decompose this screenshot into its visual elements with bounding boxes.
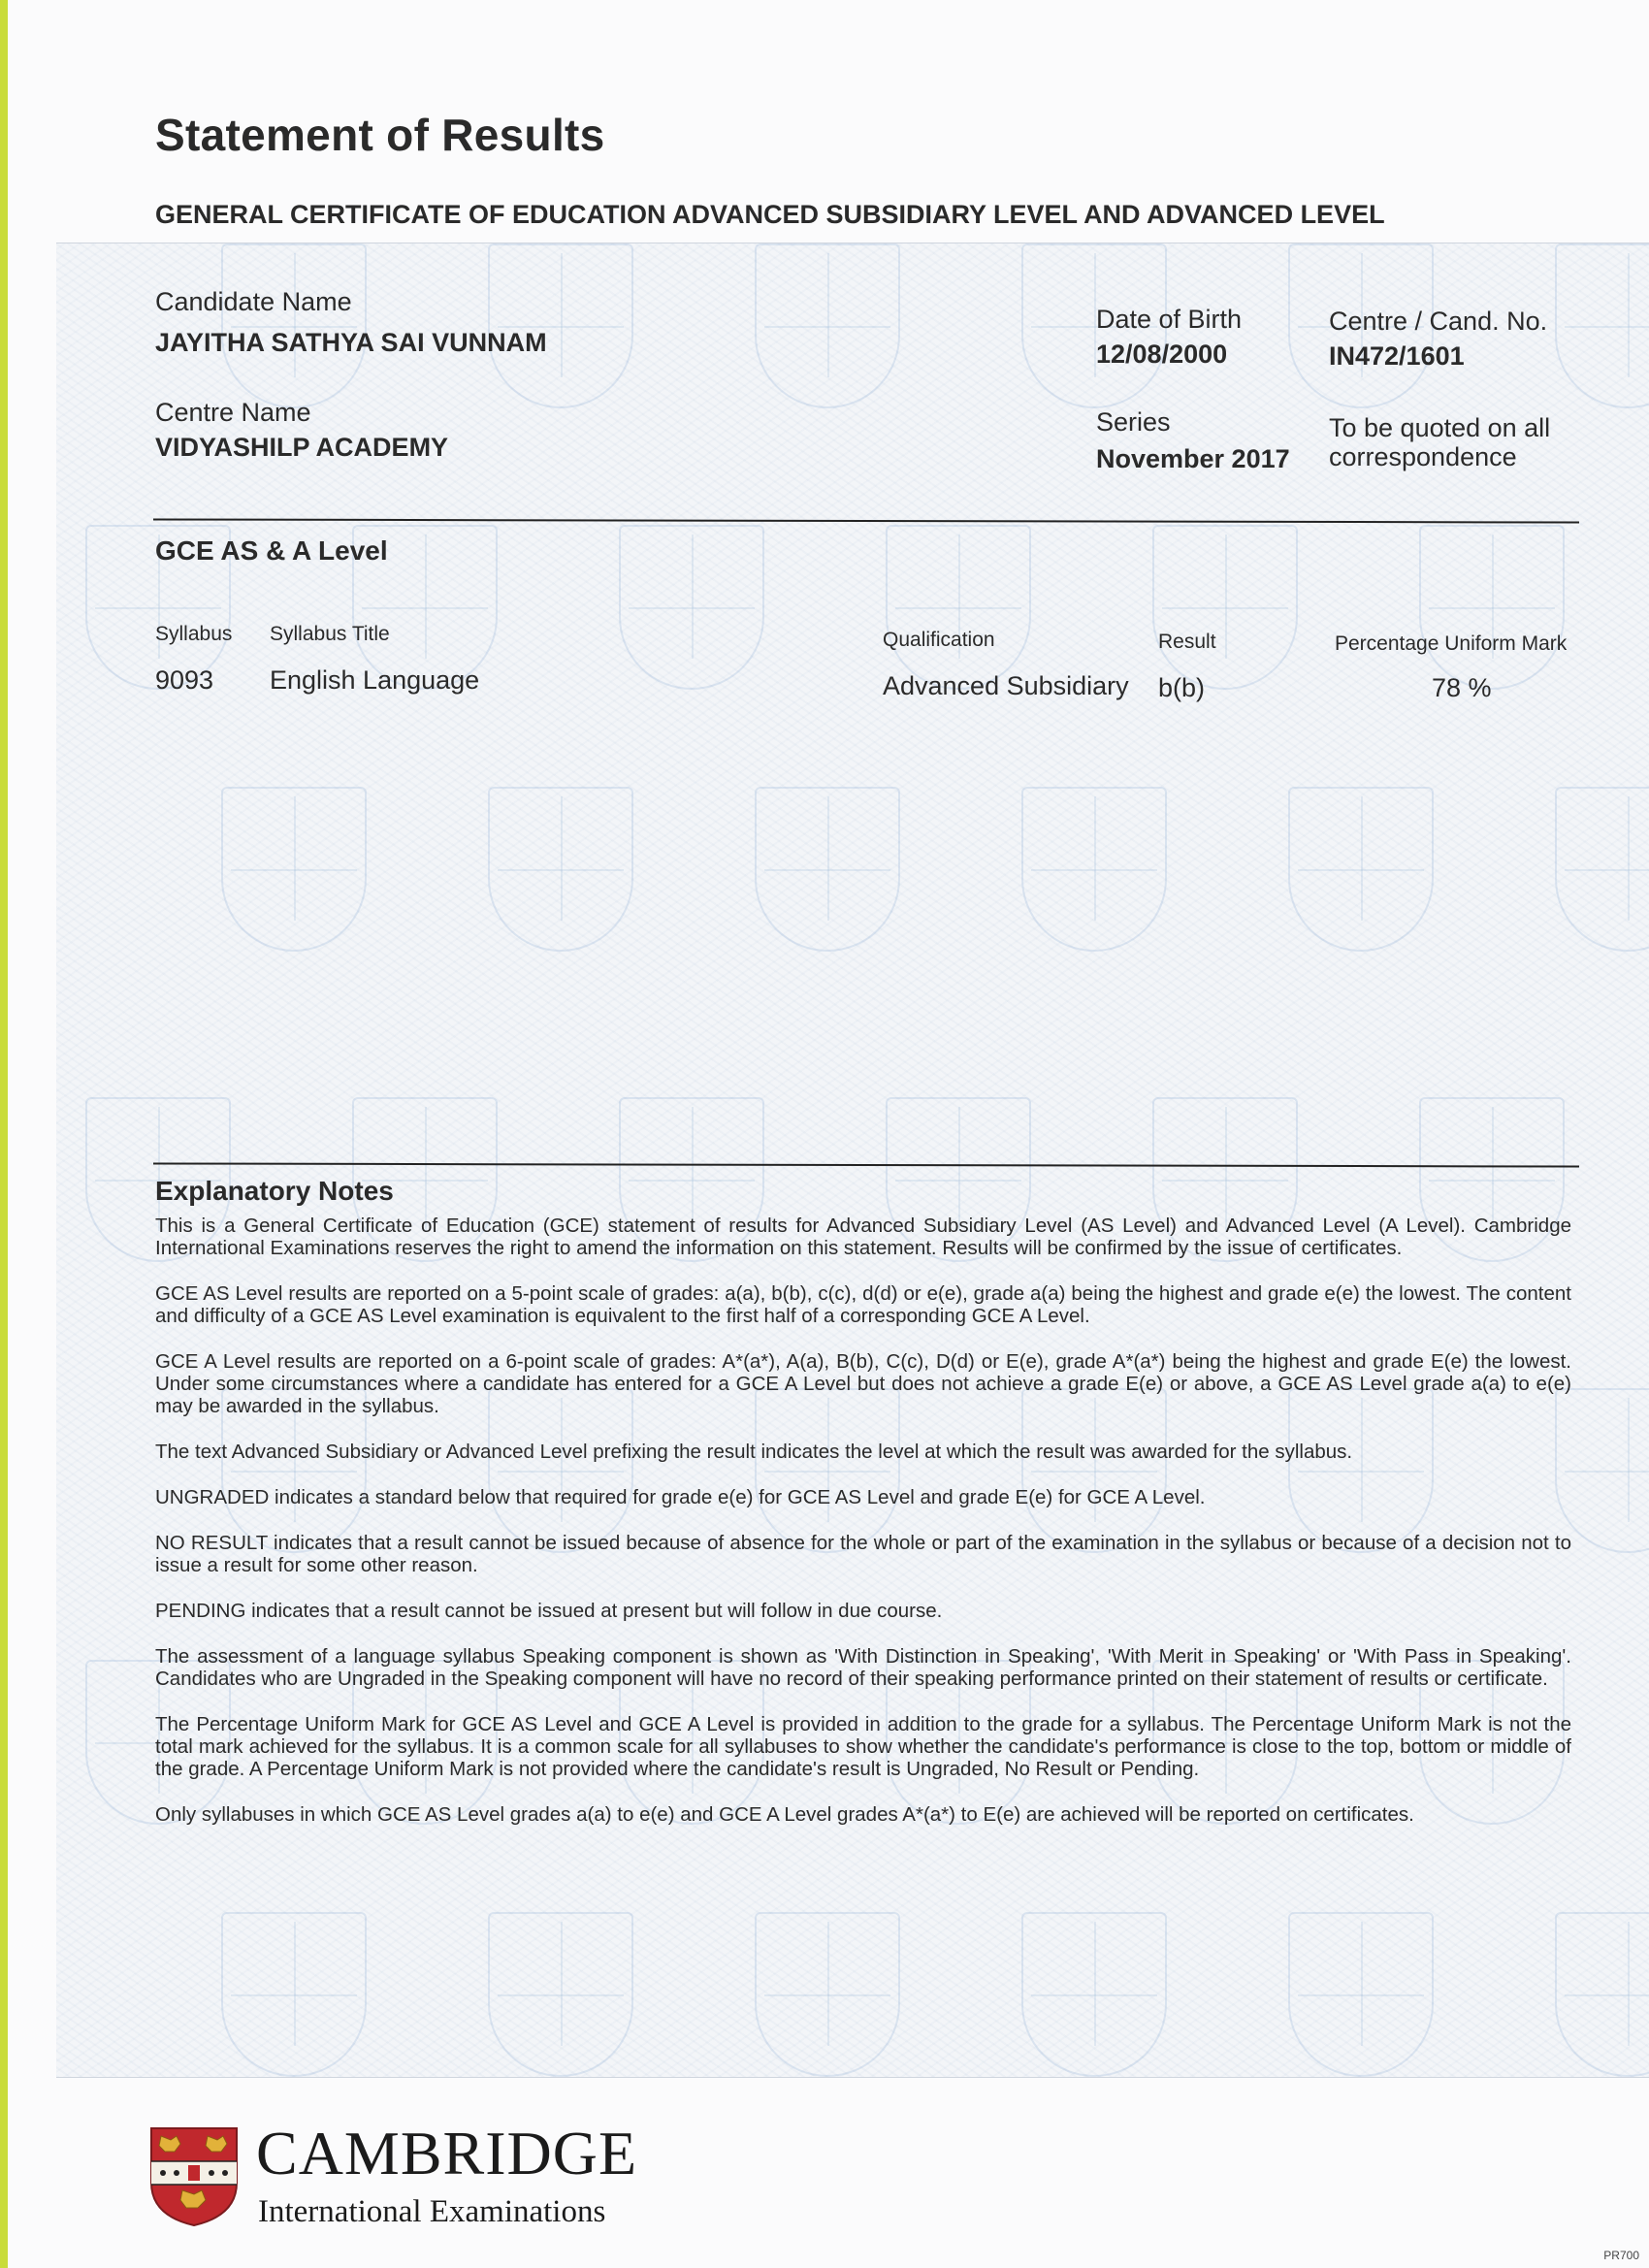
col-result: Result — [1158, 631, 1216, 653]
notes-title: Explanatory Notes — [155, 1176, 394, 1206]
watermark-crest — [755, 787, 900, 952]
centre-name: VIDYASHILP ACADEMY — [155, 433, 449, 462]
certificate-sheet — [8, 0, 1649, 2268]
col-syllabus: Syllabus — [155, 623, 233, 645]
note-paragraph: GCE AS Level results are reported on a 5-point scale of grades: a(a), b(b), c(c), d(d) or e(e), grade a(a) being the highest and grade e(e) the lowest. The content and difficulty of a GCE AS Level examination is equivalent to the first half of a corresponding GCE A Level. — [155, 1282, 1571, 1327]
watermark-crest — [1419, 525, 1565, 690]
form-code: PR700 — [1603, 2249, 1639, 2262]
note-paragraph: GCE A Level results are reported on a 6-point scale of grades: A*(a*), A(a), B(b), C(c), D(d) or E(e), grade A*(a*) being the highest and grade E(e) the lowest. Under some circumstances where a candidate has entered for a GCE A Level but does not achieve a grade E(e) or above, a GCE AS Level grade a(a) to e(e) may be awarded in the syllabus. — [155, 1350, 1571, 1417]
watermark-crest — [755, 243, 900, 408]
note-paragraph: This is a General Certificate of Education (GCE) statement of results for Advanced Subsidiary Level (AS Level) and Advanced Level (A Level). Cambridge International Examinations reserves the right to amend the information on this statement. Results will be confirmed by the issue of certificates. — [155, 1215, 1571, 1259]
row-qualification: Advanced Subsidiary — [883, 671, 1129, 700]
col-syllabus-title: Syllabus Title — [270, 623, 390, 645]
note-paragraph: NO RESULT indicates that a result cannot be issued because of absence for the whole or part of the examination in the syllabus or because of a decision not to issue a result for some other reason. — [155, 1532, 1571, 1576]
row-title: English Language — [270, 665, 480, 695]
row-syllabus: 9093 — [155, 665, 214, 695]
cand-no-label: Centre / Cand. No. — [1329, 307, 1548, 336]
watermark-crest — [755, 1912, 900, 2077]
series-label: Series — [1096, 407, 1171, 437]
note-paragraph: PENDING indicates that a result cannot be issued at present but will follow in due course. — [155, 1600, 943, 1622]
watermark-crest — [1021, 1912, 1167, 2077]
explanatory-notes — [155, 1215, 1571, 1849]
cambridge-logo-wordmark: CAMBRIDGE — [256, 2119, 638, 2187]
note-paragraph: The assessment of a language syllabus Speaking component is shown as 'With Distinction in Speaking', 'With Merit in Speaking' or 'With Pass in Speaking'. Candidates who are Ungraded in the Speaking component will have no record of their speaking performance printed on their statement of results or certificate. — [155, 1645, 1571, 1690]
note-paragraph: Only syllabuses in which GCE AS Level grades a(a) to e(e) and GCE A Level grades A*(a*) to E(e) are achieved will be reported on certificates. — [155, 1803, 1414, 1826]
watermark-crest — [221, 1912, 367, 2077]
watermark-crest — [221, 787, 367, 952]
watermark-crest — [1288, 787, 1434, 952]
cambridge-crest-icon — [149, 2126, 239, 2227]
candidate-name-label: Candidate Name — [155, 287, 352, 316]
watermark-crest — [221, 243, 367, 408]
watermark-crest — [1021, 787, 1167, 952]
candidate-name: JAYITHA SATHYA SAI VUNNAM — [155, 328, 547, 357]
watermark-crest — [619, 525, 764, 690]
cand-no-value: IN472/1601 — [1329, 341, 1465, 371]
note-paragraph: UNGRADED indicates a standard below that required for grade e(e) for GCE AS Level and grade E(e) for GCE A Level. — [155, 1486, 1206, 1508]
row-result: b(b) — [1158, 673, 1206, 702]
row-pum: 78 % — [1432, 673, 1492, 702]
note-paragraph: The text Advanced Subsidiary or Advanced Level prefixing the result indicates the level at which the result was awarded for the syllabus. — [155, 1441, 1353, 1463]
note-paragraph: The Percentage Uniform Mark for GCE AS Level and GCE A Level is provided in addition to the grade for a syllabus. The Percentage Uniform Mark is not the total mark achieved for the syllabus. It is a common scale for all syllabuses to show whether the candidate's performance is close to the top, bottom or middle of the grade. A Percentage Uniform Mark is not provided where the candidate's result is Ungraded, No Result or Pending. — [155, 1713, 1571, 1780]
watermark-crest — [488, 1912, 633, 2077]
watermark-crest — [488, 243, 633, 408]
qualification-subtitle: GENERAL CERTIFICATE OF EDUCATION ADVANCED SUBSIDIARY LEVEL AND ADVANCED LEVEL — [155, 200, 1385, 229]
col-qualification: Qualification — [883, 629, 995, 651]
watermark-crest — [1152, 525, 1298, 690]
centre-name-label: Centre Name — [155, 398, 311, 427]
watermark-crest — [886, 525, 1031, 690]
series-value: November 2017 — [1096, 444, 1290, 473]
results-section-title: GCE AS & A Level — [155, 535, 388, 566]
page-title: Statement of Results — [155, 110, 605, 160]
dob-value: 12/08/2000 — [1096, 340, 1228, 369]
dob-label: Date of Birth — [1096, 305, 1243, 334]
watermark-crest — [1555, 787, 1649, 952]
watermark-crest — [1555, 1912, 1649, 2077]
col-pum: Percentage Uniform Mark — [1335, 632, 1568, 655]
quote-note: To be quoted on all correspondence — [1329, 413, 1551, 471]
watermark-crest — [1555, 243, 1649, 408]
watermark-crest — [1288, 1912, 1434, 2077]
watermark-crest — [488, 787, 633, 952]
cambridge-logo-subtitle: International Examinations — [258, 2194, 606, 2229]
